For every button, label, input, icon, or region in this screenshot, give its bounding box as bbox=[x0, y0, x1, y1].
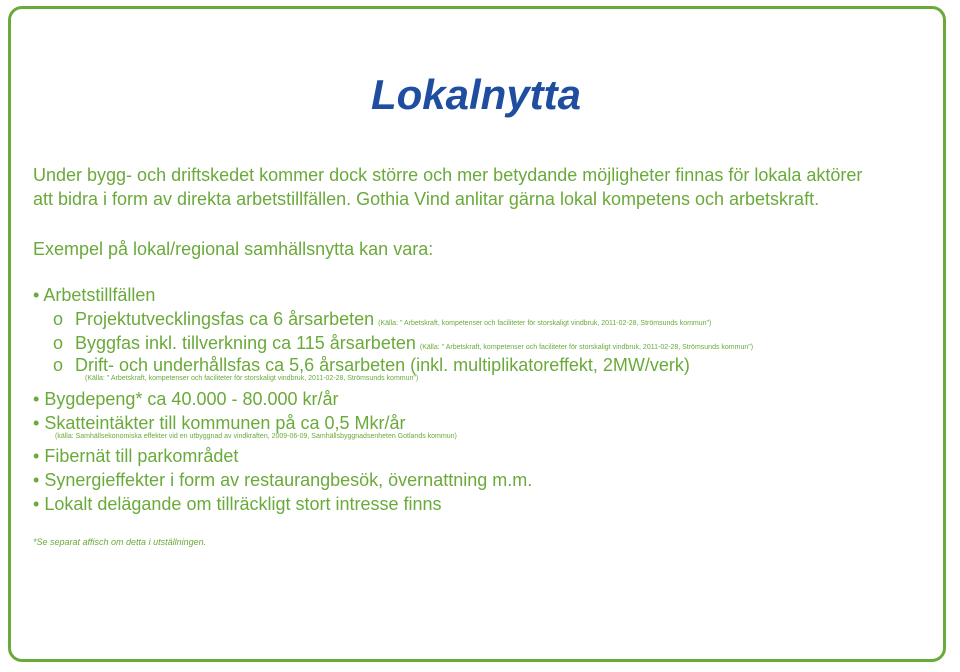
bullet-fiber-label: Fibernät till parkområdet bbox=[44, 446, 239, 466]
bullet-skatt-label: Skatteintäkter till kommunen på ca 0,5 Mkr/år bbox=[44, 413, 406, 433]
bullet-marker: • bbox=[33, 470, 40, 490]
intro-paragraph bbox=[33, 163, 862, 211]
source-note: (Källa: " Arbetskraft, kompetenser och faciliteter för storskaligt vindbruk, 2011-02-28, Strömsunds kommun") bbox=[378, 320, 712, 327]
source-note: (Källa: " Arbetskraft, kompetenser och faciliteter för storskaligt vindbruk, 2011-02-28, Strömsunds kommun") bbox=[419, 344, 754, 351]
bullet-skatt bbox=[33, 413, 405, 434]
bullet-marker: • bbox=[33, 285, 40, 305]
bullet-synergi bbox=[33, 470, 532, 491]
sub-item-build-label: Byggfas inkl. tillverkning ca 115 årsarbeten bbox=[75, 333, 416, 353]
footnote: *Se separat affisch om detta i utställningen. bbox=[33, 537, 207, 547]
bullet-marker: • bbox=[33, 494, 40, 514]
sub-marker: o bbox=[53, 355, 64, 375]
poster-frame bbox=[8, 6, 946, 662]
sub-item-operation-label: Drift- och underhållsfas ca 5,6 årsarbeten (inkl. multiplikatoreffekt, 2MW/verk) bbox=[75, 355, 690, 375]
source-note: (källa: Samhällsekonomiska effekter vid en utbyggnad av vindkraften, 2009-06-09, Samhällsbyggnadsenheten Gotlands kommun) bbox=[55, 433, 457, 440]
bullet-marker: • bbox=[33, 446, 40, 466]
bullet-jobs bbox=[33, 285, 155, 306]
sub-item-operation bbox=[53, 355, 690, 376]
intro-line-2: att bidra i form av direkta arbetstillfällen. Gothia Vind anlitar gärna lokal kompetens och arbetskraft. bbox=[33, 189, 820, 209]
bullet-marker: • bbox=[33, 389, 40, 409]
bullet-lokalt-label: Lokalt delägande om tillräckligt stort intresse finns bbox=[44, 494, 442, 514]
bullet-bygdepeng bbox=[33, 389, 339, 410]
bullet-jobs-label: Arbetstillfällen bbox=[43, 285, 156, 305]
sub-marker: o bbox=[53, 309, 64, 329]
bullet-lokalt bbox=[33, 494, 442, 515]
bullet-bygdepeng-label: Bygdepeng* ca 40.000 - 80.000 kr/år bbox=[44, 389, 339, 409]
intro-line-1: Under bygg- och driftskedet kommer dock större och mer betydande möjligheter finnas för lokala aktörer bbox=[33, 165, 863, 185]
bullet-synergi-label: Synergieffekter i form av restaurangbesök, övernattning m.m. bbox=[44, 470, 533, 490]
page-title: Lokalnytta bbox=[370, 71, 582, 118]
examples-heading: Exempel på lokal/regional samhällsnytta kan vara: bbox=[33, 239, 434, 259]
sub-marker: o bbox=[53, 333, 64, 353]
bullet-fiber bbox=[33, 446, 238, 467]
bullet-marker: • bbox=[33, 413, 40, 433]
source-note: (Källa: " Arbetskraft, kompetenser och faciliteter för storskaligt vindbruk, 2011-02-28, Strömsunds kommun") bbox=[85, 375, 419, 382]
sub-item-project-label: Projektutvecklingsfas ca 6 årsarbeten bbox=[75, 309, 375, 329]
sub-item-build bbox=[53, 333, 753, 354]
sub-item-project bbox=[53, 309, 711, 330]
